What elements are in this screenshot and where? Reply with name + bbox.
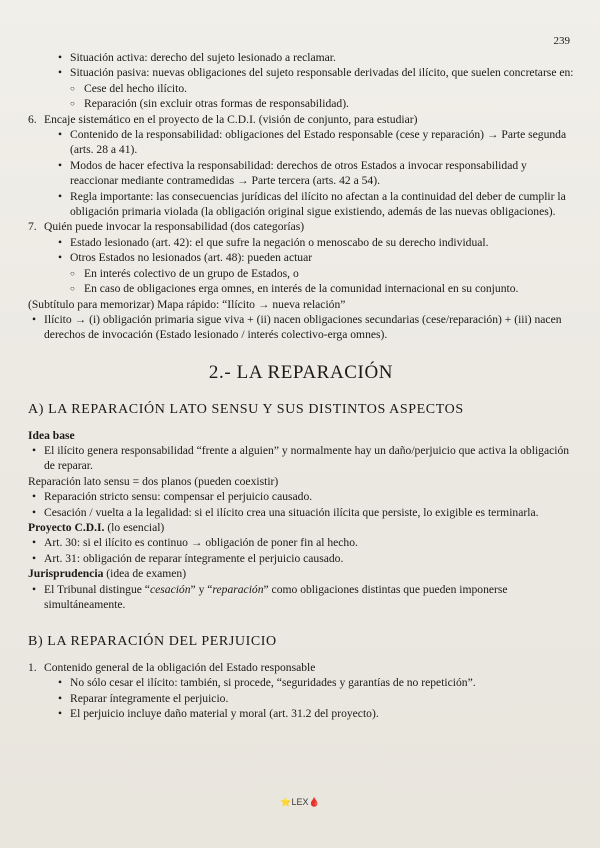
proyecto-heading: [28, 520, 574, 535]
star-icon: ⭐: [280, 797, 292, 807]
proyecto-label: Proyecto C.D.I.: [28, 520, 105, 534]
list-item: • Modos de hacer efectiva la responsabilidad: derechos de otros Estados a invocar responsabilidad y reaccionar mediante contramedidas → Parte tercera (arts. 42 a 54).: [28, 158, 574, 189]
list-item: • Art. 31: obligación de reparar íntegramente el perjuicio causado.: [28, 551, 574, 566]
list-item: [28, 582, 574, 613]
text-span: ” como obligaciones distintas que pueden imponerse simultáneamente.: [44, 582, 508, 611]
juris-note: (idea de examen): [103, 567, 187, 581]
page-content: [28, 50, 574, 721]
list-item: • Art. 30: si el ilícito es continuo → obligación de poner fin al hecho.: [28, 535, 574, 550]
list-item: • No sólo cesar el ilícito: también, si procede, “seguridades y garantías de no repetición”.: [28, 675, 574, 690]
numbered-item-6: [28, 112, 574, 127]
term-reparacion: reparación: [212, 582, 264, 596]
memo-bullet: • Ilícito → (i) obligación primaria sigue viva + (ii) nacen obligaciones secundarias (cese/reparación) + (iii) nacen derechos de invocación (Estado lesionado / interés colectivo-erga omnes).: [28, 312, 574, 343]
subsection-title-b: B) LA REPARACIÓN DEL PERJUICIO: [28, 634, 277, 650]
item-number: 6.: [28, 112, 37, 126]
footer-text: LEX: [291, 797, 309, 807]
item-number: 1.: [28, 660, 37, 674]
list-item: • Estado lesionado (art. 42): el que sufre la negación o menoscabo de su derecho individual.: [28, 235, 574, 250]
numbered-item-7: [28, 219, 574, 234]
list-item: • Situación pasiva: nuevas obligaciones del sujeto responsable derivadas del ilícito, que suelen concretarse en:: [28, 65, 574, 80]
section-title: 2.- LA REPARACIÓN: [208, 361, 394, 383]
lato-line: Reparación lato sensu = dos planos (pueden coexistir): [28, 474, 279, 488]
term-cesacion: cesación: [149, 582, 191, 596]
idea-label: Idea base: [28, 428, 75, 442]
list-item: • Regla importante: las consecuencias jurídicas del ilícito no afectan a la continuidad del deber de cumplir la obligación primaria violada (la obligación original sigue existiendo, además de las nuevas obligaciones).: [28, 189, 574, 220]
numbered-item-1: [28, 660, 574, 675]
item-title: Encaje sistemático en el proyecto de la C.D.I. (visión de conjunto, para estudiar): [44, 112, 418, 126]
subsection-title-a: A) LA REPARACIÓN LATO SENSU Y SUS DISTINTOS ASPECTOS: [28, 402, 464, 418]
sub-list-item: ○ En caso de obligaciones erga omnes, en interés de la comunidad internacional en su conjunto.: [28, 281, 574, 296]
list-item: • El ilícito genera responsabilidad “frente a alguien” y normalmente hay un daño/perjuicio que activa la obligación de reparar.: [28, 443, 574, 474]
proyecto-note: (lo esencial): [104, 520, 165, 534]
text-span: ” y “: [190, 582, 213, 596]
list-item: • Contenido de la responsabilidad: obligaciones del Estado responsable (cese y reparación) → Parte segunda (arts. 28 a 41).: [28, 127, 574, 158]
sub-list-item: ○ Reparación (sin excluir otras formas de responsabilidad).: [28, 96, 574, 111]
list-item: • El perjuicio incluye daño material y moral (art. 31.2 del proyecto).: [28, 706, 574, 721]
drop-icon: 🩸: [308, 797, 320, 807]
list-item: • Otros Estados no lesionados (art. 48): pueden actuar: [28, 250, 574, 265]
juris-label: Jurisprudencia: [28, 567, 104, 581]
page-number: 239: [553, 35, 570, 47]
list-item: • Cesación / vuelta a la legalidad: si el ilícito crea una situación ilícita que persiste, lo exigible es terminarla.: [28, 505, 574, 520]
footer-logo: [0, 797, 600, 808]
sub-list-item: ○ En interés colectivo de un grupo de Estados, o: [28, 266, 574, 281]
text-span: El Tribunal distingue “: [44, 582, 150, 596]
item-title: Quién puede invocar la responsabilidad (dos categorías): [44, 220, 305, 234]
sub-list-item: ○ Cese del hecho ilícito.: [28, 81, 574, 96]
juris-heading: [28, 566, 574, 581]
list-item: • Reparar íntegramente el perjuicio.: [28, 691, 574, 706]
memo-line: (Subtítulo para memorizar) Mapa rápido: “Ilícito → nueva relación”: [28, 297, 346, 311]
item-number: 7.: [28, 220, 37, 234]
item-title: Contenido general de la obligación del Estado responsable: [44, 660, 316, 674]
list-item: • Reparación stricto sensu: compensar el perjuicio causado.: [28, 489, 574, 504]
list-item: • Situación activa: derecho del sujeto lesionado a reclamar.: [28, 50, 574, 65]
